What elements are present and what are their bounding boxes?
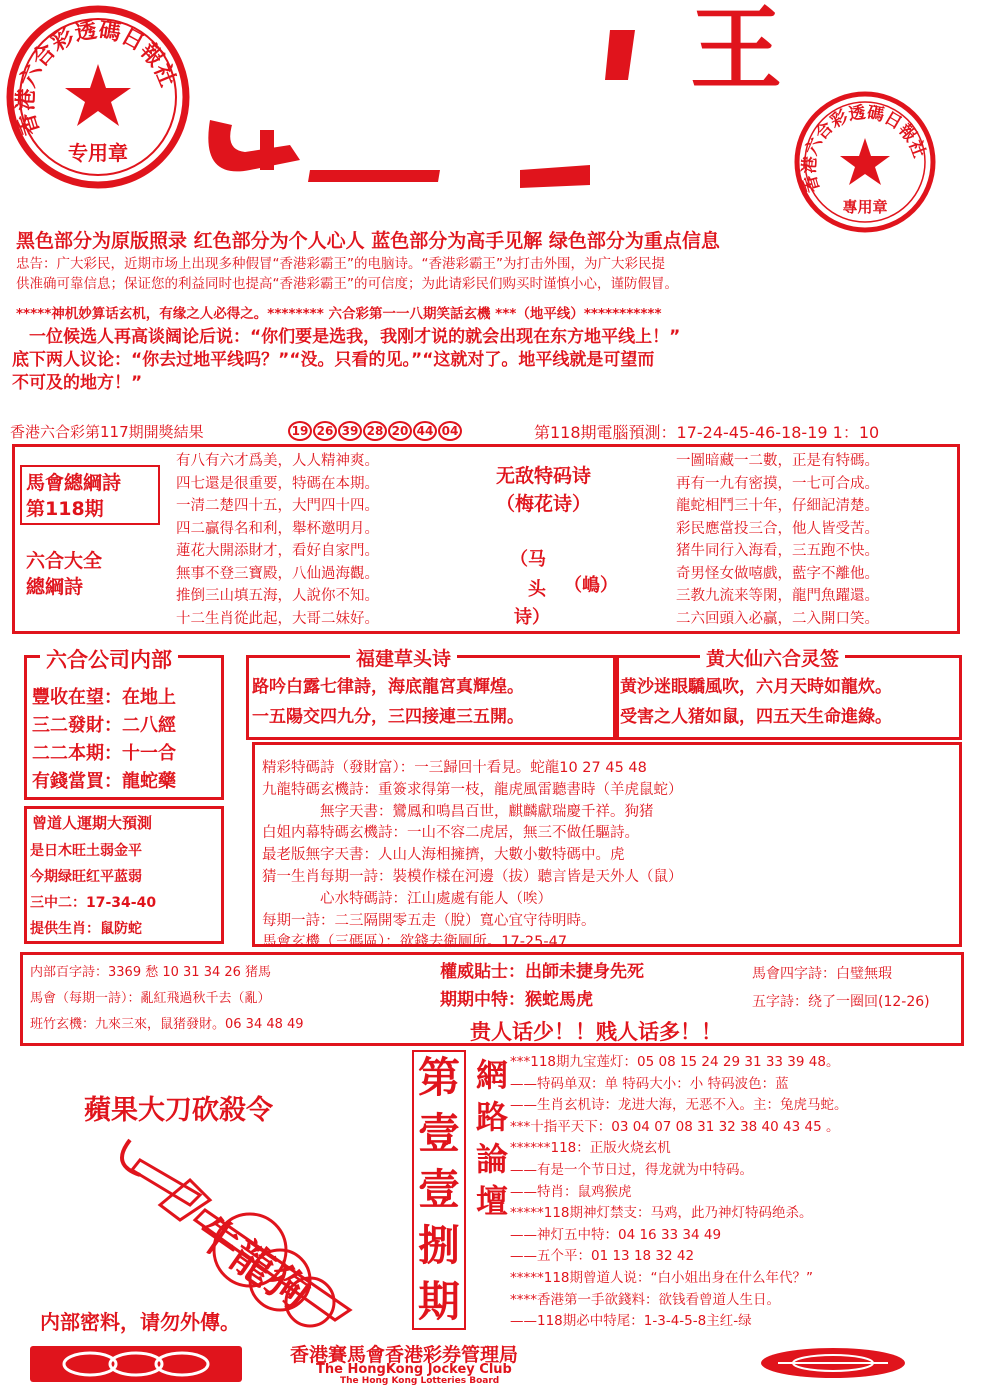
forum-title-char: 捌	[418, 1221, 461, 1270]
poem2-line: 奇男怪女做嘻戲，藍字不離他。	[676, 565, 879, 582]
huangdaxian-line: 黄沙迷眼驕風吹，六月天時如龍炊。	[620, 677, 892, 697]
poem-center-line: 精彩特碼詩（發財富）：一三歸回十看見。蛇龍10 27 45 48	[262, 760, 647, 776]
poem1-line: 四七還是很重要，特碼在本期。	[176, 475, 379, 492]
bottom-left	[30, 960, 304, 1038]
bottom-mid-line: 權威貼士：出師未捷身先死	[440, 962, 644, 982]
poem2-line: 再有一九有密摸，一七可合成。	[676, 475, 879, 492]
forum-line: ——特肖：鼠鸡猴虎	[510, 1183, 632, 1200]
title-line: 總綱詩	[26, 576, 84, 598]
daoren-line: 是日木旺土弱金平	[30, 843, 142, 859]
bottom-mid-line: 期期中特：猴蛇馬虎	[440, 990, 593, 1010]
forum-subtitle-char: 論	[475, 1140, 508, 1178]
mid-sub-3: 诗）	[514, 607, 550, 628]
notice	[16, 254, 678, 294]
joke-line-2: 底下两人议论：“你去过地平线吗？”“没。只看的见。”“这就对了。地平线就是可望而	[12, 350, 655, 370]
forum-line: ——特码单双：单 特码大小：小 特码波色：蓝	[510, 1075, 789, 1092]
footer-org-cn: 香港賽馬會香港彩券管理局	[290, 1344, 519, 1366]
joke-line-3: 不可及的地方！”	[12, 373, 143, 393]
company-line: 二二本期：十一合	[32, 743, 176, 764]
poem-center-line: 猜一生肖每期一詩：裝模作樣在河邊（拔）聽言皆是天外人（鼠）	[262, 868, 683, 885]
poem-center-line: 無字天書：鸞鳳和鳴昌百世，麒麟獻瑞慶千祥。狗猪	[262, 803, 654, 820]
bottom-slogan: 贵人话少！！贱人话多！！	[470, 1020, 722, 1044]
ball: 19	[288, 421, 312, 441]
fujian-line: 一五陽交四九分，三四接連三五開。	[252, 707, 524, 727]
forum-subtitle-char: 路	[475, 1098, 508, 1136]
poem-center-line: 馬會玄機（三碼區）：欲錢去衛厕所。17-25-47	[262, 934, 568, 951]
forum-line: ******118：正版火烧玄机	[510, 1140, 671, 1157]
forum-lines	[510, 1052, 848, 1333]
poem2-line: 龍蛇相鬥三十年，仔細記清楚。	[676, 498, 879, 514]
bottom-right-line: 馬會四字詩：白璧無瑕	[752, 966, 892, 982]
forum-subtitle-char: 網	[475, 1056, 508, 1094]
forum-title-char: 壹	[418, 1165, 461, 1214]
poem-center-line: 每期一詩：二三隔開零五走（脫）寬心宜守待明時。	[262, 912, 596, 929]
ball: 39	[338, 421, 362, 441]
poem1-line: 有八有六才爲美，人人精神爽。	[176, 453, 379, 469]
company-line: 三二發財：二八經	[32, 715, 176, 736]
poem1	[176, 450, 379, 630]
poem-center-line: 心水特碼詩：江山處處有能人（唉）	[262, 890, 552, 907]
mid-sub-4: （嶋）	[564, 575, 618, 596]
poem2-line: 二六回頭入必贏，二入開口笑。	[676, 610, 879, 627]
forum-line: ***十指平天下：03 04 07 08 31 32 38 40 43 45 。	[510, 1118, 840, 1135]
poem2	[676, 450, 879, 630]
poem-center-line: 最老版無字天書：人山人海相擁擠，大數小數特碼中。虎	[262, 847, 625, 864]
poem1-line: 無事不登三寶殿，八仙過海觀。	[176, 565, 379, 582]
fujian-lines	[252, 672, 524, 732]
fujian-title: 福建草头诗	[350, 644, 457, 671]
title-fragment: 王	[690, 0, 783, 103]
mid-title	[496, 462, 591, 518]
daoren-line: 今期绿旺红平蓝弱	[30, 869, 142, 885]
legend-line: 黑色部分为原版照录 红色部分为个人心人 蓝色部分为高手见解 绿色部分为重点信息	[16, 230, 720, 252]
forum-subtitle	[472, 1054, 512, 1222]
seal-right	[790, 88, 940, 236]
bottom-left-line: 内部百字詩：3369 愁 10 31 34 26 猪馬	[30, 965, 272, 980]
forum-title	[418, 1050, 460, 1330]
apple-warning: 内部密料，请勿外傳。	[40, 1310, 240, 1334]
ball: 28	[363, 421, 387, 441]
fujian-line: 路吟白露七律詩，海底龍宮真輝煌。	[252, 677, 524, 697]
title-line: 六合大全	[26, 550, 103, 572]
ball: 20	[388, 421, 412, 441]
forum-title-char: 第	[418, 1053, 461, 1102]
bottom-mid	[440, 958, 644, 1014]
company-line: 有錢當買：龍蛇藥	[32, 771, 176, 792]
poem2-line: 一圖暗藏一二數，正是有特碼。	[676, 453, 879, 469]
forum-title-char: 期	[418, 1277, 461, 1326]
bottom-right	[752, 960, 930, 1016]
ball: 44	[413, 421, 437, 441]
forum-line: ——有是一个节日过，得龙就为中特码。	[510, 1161, 753, 1178]
poem-box-left-title	[26, 470, 121, 600]
company-line: 豐收在望：在地上	[32, 687, 176, 708]
footer-right-logo	[758, 1346, 908, 1380]
title-line: 馬會總綱詩	[26, 472, 122, 494]
forum-line: ****香港第一手欲錢料：欲钱看曾道人生日。	[510, 1291, 780, 1308]
daoren-lines	[30, 838, 156, 942]
forum-line: ***118期九宝莲灯：05 08 15 24 29 31 33 39 48。	[510, 1054, 840, 1070]
mid-title-line: （梅花诗）	[496, 493, 592, 515]
joke-header: *****神机妙算话玄机，有缘之人必得之。******** 六合彩第一一八期笑話玄機 ***（地平线）***********	[16, 306, 662, 322]
footer-org-en2: The Hong Kong Lotteries Board	[340, 1376, 500, 1386]
ball: 04	[438, 421, 462, 441]
joke-body	[12, 326, 680, 395]
poem1-line: 一清二楚四十五，大門四十四。	[176, 498, 379, 514]
huangdaxian-title: 黄大仙六合灵签	[700, 644, 845, 671]
results-balls	[288, 420, 463, 441]
seal-left	[2, 2, 194, 192]
mid-sub-1: （马	[510, 549, 546, 570]
joke-line-1: 一位候选人再高谈阔论后说：“你们要是选我，我刚才说的就会出现在东方地平线上！”	[12, 327, 681, 347]
forum-title-char: 壹	[418, 1109, 461, 1158]
poem-center-line: 白姐内幕特碼玄機詩：一山不容二虎居，無三不做任驅詩。	[262, 825, 639, 842]
huangdaxian-lines	[620, 672, 892, 732]
results-prediction: 第118期電腦預測：17-24-45-46-18-19 1：10	[534, 423, 880, 442]
forum-line: ——神灯五中特：04 16 33 34 49	[510, 1226, 722, 1243]
poem1-line: 四二贏得名和利，舉杯邀明月。	[176, 520, 379, 537]
bottom-right-line: 五字詩：绕了一圈回(12-26)	[752, 994, 930, 1010]
bottom-left-line: 班竹玄機：九來三來，鼠猪發財。06 34 48 49	[30, 1017, 304, 1032]
poem2-line: 猪牛同行入海看，三五跑不快。	[676, 543, 879, 559]
daoren-line: 提供生肖：鼠防蛇	[30, 921, 142, 937]
seal-right-ring: 香港六合彩透碼日報社	[799, 102, 929, 195]
forum-line: ——生肖玄机诗：龙进大海，无恶不入。主：兔虎马蛇。	[510, 1097, 848, 1114]
company-lines	[32, 684, 176, 796]
bottom-left-line: 馬會（每期一詩）：亂紅飛過秋千去（亂）	[30, 991, 271, 1006]
poem1-line: 蓮花大開添財才，看好自家門。	[176, 543, 379, 559]
forum-line: *****118期曾道人说：“白小姐出身在什么年代？”	[510, 1269, 814, 1286]
mid-title-line: 无敌特码诗	[496, 465, 592, 487]
forum-line: ——五个平：01 13 18 32 42	[510, 1248, 695, 1265]
footer-left-logo	[30, 1346, 242, 1382]
poem1-line: 十二生肖從此起，大哥二妹好。	[176, 610, 379, 627]
seal-right-center: 專用章	[842, 198, 888, 216]
footer-org-en: The HongKong Jockey Club	[316, 1362, 512, 1377]
seal-left-center: 专用章	[68, 141, 128, 165]
seal-left-ring: 香港六合彩透碼日報社	[13, 17, 180, 139]
poem2-line: 三教九流来等閑，龍門魚躍還。	[676, 588, 879, 604]
title-graphic	[190, 20, 750, 200]
company-title: 六合公司内部	[40, 644, 178, 674]
poem-center-line: 九龍特碼玄機詩：重簽求得第一枝，龍虎風雷聽書時（羊虎鼠蛇）	[262, 781, 683, 798]
poem2-line: 彩民應當投三合，他人皆受苦。	[676, 520, 879, 537]
forum-line: *****118期神灯禁支：马鸡，此乃神灯特码绝杀。	[510, 1205, 813, 1222]
huangdaxian-line: 受害之人猪如鼠，四五天生命進綠。	[620, 707, 892, 727]
notice-line-1: 忠告：广大彩民，近期市场上出现多种假冒“香港彩霸王”的电脑诗。“香港彩霸王”为打击外围，为广大彩民提	[16, 256, 665, 272]
forum-subtitle-char: 壇	[475, 1182, 508, 1220]
poems-center	[262, 758, 683, 954]
title-line: 第118期	[26, 498, 104, 520]
daoren-title: 曾道人運期大預測	[32, 814, 153, 832]
forum-line: ——118期必中特尾：1-3-4-5-8主红-绿	[510, 1313, 752, 1330]
daoren-line: 三中二：17-34-40	[30, 895, 157, 911]
blade-text: 牛龍狗	[187, 1206, 319, 1319]
poem1-line: 推倒三山填五海，人說你不知。	[176, 588, 379, 604]
ball: 26	[313, 421, 337, 441]
results-label: 香港六合彩第117期開獎結果	[10, 423, 204, 441]
mid-sub-2: 头	[528, 579, 546, 600]
apple-title: 蘋果大刀砍殺令	[84, 1095, 273, 1126]
notice-line-2: 供准确可靠信息；保证您的利益同时也提高“香港彩霸王”的可信度；为此请彩民们购买时谨慎小心，谨防假冒。	[16, 276, 678, 292]
